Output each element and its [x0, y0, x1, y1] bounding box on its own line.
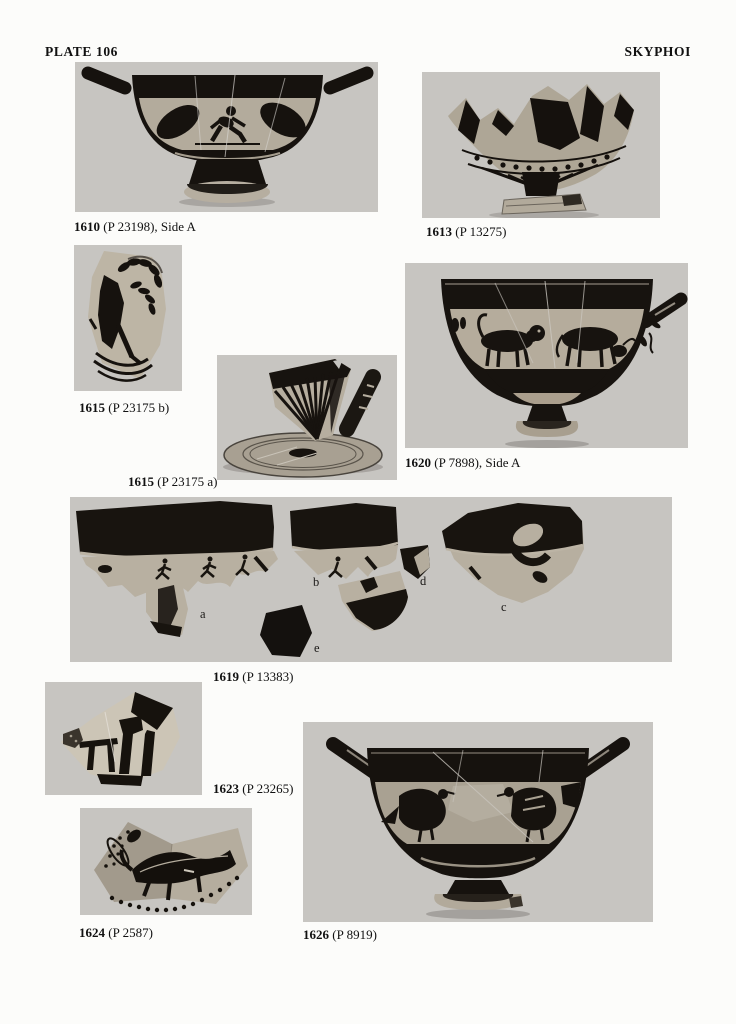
catalog-detail: (P 7898), Side A	[431, 455, 521, 470]
caption-1619	[213, 669, 293, 685]
catalog-number: 1626	[303, 927, 329, 942]
plate-label: PLATE 106	[45, 44, 119, 59]
catalog-detail: (P 23175 b)	[105, 400, 170, 415]
fragment-letter-c: c	[501, 600, 507, 614]
caption-1610	[74, 219, 196, 235]
photo-fragment-1624	[80, 808, 252, 915]
catalog-detail: (P 13275)	[452, 224, 507, 239]
skyphos-1613-illustration	[422, 72, 660, 218]
skyphos-1610-illustration	[75, 62, 378, 212]
caption-1613	[426, 224, 506, 240]
photo-fragments-1619	[70, 497, 672, 662]
photo-skyphos-1626	[303, 722, 653, 922]
sherd	[88, 251, 166, 381]
skyphos-1626-illustration	[303, 722, 653, 922]
section-label: SKYPHOI	[624, 44, 691, 59]
catalog-number: 1613	[426, 224, 452, 239]
foot-and-rays-fragment	[223, 359, 383, 477]
caption-1624	[79, 925, 153, 941]
catalog-detail: (P 2587)	[105, 925, 153, 940]
catalog-number: 1615	[79, 400, 105, 415]
catalog-detail: (P 23198), Side A	[100, 219, 196, 234]
skyphos-vessel	[333, 744, 623, 919]
photo-fragment-1615b	[74, 245, 182, 391]
caption-1620	[405, 455, 520, 471]
fragment-a	[76, 501, 278, 637]
skyphos-vessel	[88, 73, 367, 207]
catalog-detail: (P 23265)	[239, 781, 294, 796]
fragment-letter-e: e	[314, 641, 320, 655]
catalog-detail: (P 8919)	[329, 927, 377, 942]
photo-fragment-1615a	[217, 355, 397, 480]
catalog-number: 1624	[79, 925, 105, 940]
fragment-letter-d: d	[420, 574, 427, 588]
caption-1623	[213, 781, 293, 797]
fragment-1615a-illustration	[217, 355, 397, 480]
fragment-c	[442, 503, 584, 603]
caption-1626	[303, 927, 377, 943]
photo-fragment-1623	[45, 682, 202, 795]
caption-1615a	[128, 474, 217, 490]
catalog-number: 1620	[405, 455, 431, 470]
fragment-letter-b: b	[313, 575, 320, 589]
catalog-detail: (P 13383)	[239, 669, 294, 684]
fragments-1619-illustration	[70, 497, 672, 662]
fragment-letter-a: a	[200, 607, 206, 621]
fragment-e	[260, 605, 312, 657]
bent-sherd	[94, 822, 248, 912]
photo-skyphos-1620	[405, 263, 688, 448]
catalog-number: 1610	[74, 219, 100, 234]
fragment-1615b-illustration	[74, 245, 182, 391]
caption-1615b	[79, 400, 169, 416]
photo-skyphos-1613	[422, 72, 660, 218]
photo-skyphos-1610	[75, 62, 378, 212]
fragment-1624-illustration	[80, 808, 252, 915]
sherd	[61, 692, 180, 786]
catalog-number: 1615	[128, 474, 154, 489]
fragmentary-skyphos	[448, 84, 634, 218]
skyphos-vessel	[441, 279, 681, 448]
skyphos-1620-illustration	[405, 263, 688, 448]
catalog-number: 1623	[213, 781, 239, 796]
catalog-number: 1619	[213, 669, 239, 684]
fragment-1623-illustration	[45, 682, 202, 795]
fragment-b	[290, 503, 408, 631]
catalog-detail: (P 23175 a)	[154, 474, 218, 489]
